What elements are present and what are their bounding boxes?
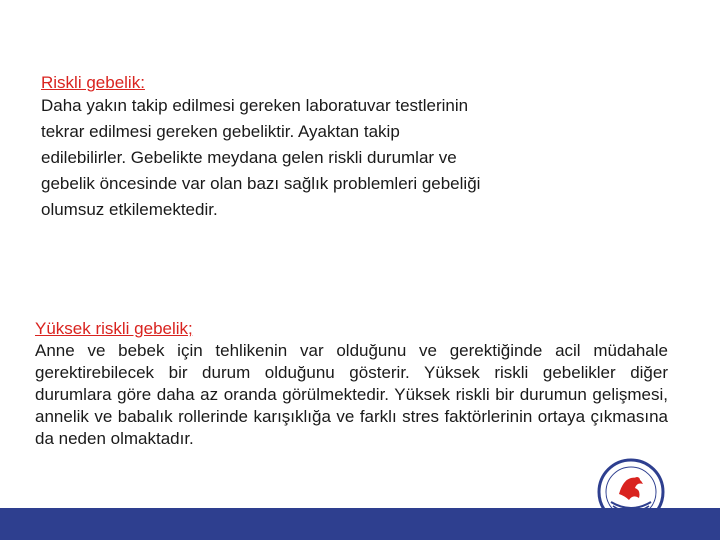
risky-pregnancy-line: Daha yakın takip edilmesi gereken laboratuvar testlerinin [41, 96, 469, 115]
risky-pregnancy-line: gebelik öncesinde var olan bazı sağlık problemleri gebeliği [41, 174, 481, 193]
footer-bar [0, 508, 720, 540]
risky-pregnancy-line: olumsuz etkilemektedir. [41, 200, 218, 219]
high-risk-pregnancy-section [35, 318, 668, 450]
risky-pregnancy-line: tekrar edilmesi gereken gebeliktir. Ayaktan takip [41, 122, 400, 141]
risky-pregnancy-heading: Riskli gebelik: [41, 73, 145, 92]
risky-pregnancy-section [41, 72, 601, 223]
risky-pregnancy-line: edilebilirler. Gebelikte meydana gelen riskli durumlar ve [41, 148, 457, 167]
high-risk-pregnancy-heading: Yüksek riskli gebelik; [35, 319, 193, 338]
high-risk-pregnancy-body: Anne ve bebek için tehlikenin var olduğunu ve gerektiğinde acil müdahale gerektirebilecek bir durum olduğunu gösterir. Yüksek riskli gebelikler diğer durumlara göre daha az oranda görülmektedir. Yüksek riskli bir durumun gelişmesi, annelik ve babalık rollerinde karışıklığa ve farklı stres faktörlerinin ortaya çıkmasına da neden olmaktadır. [35, 341, 668, 448]
